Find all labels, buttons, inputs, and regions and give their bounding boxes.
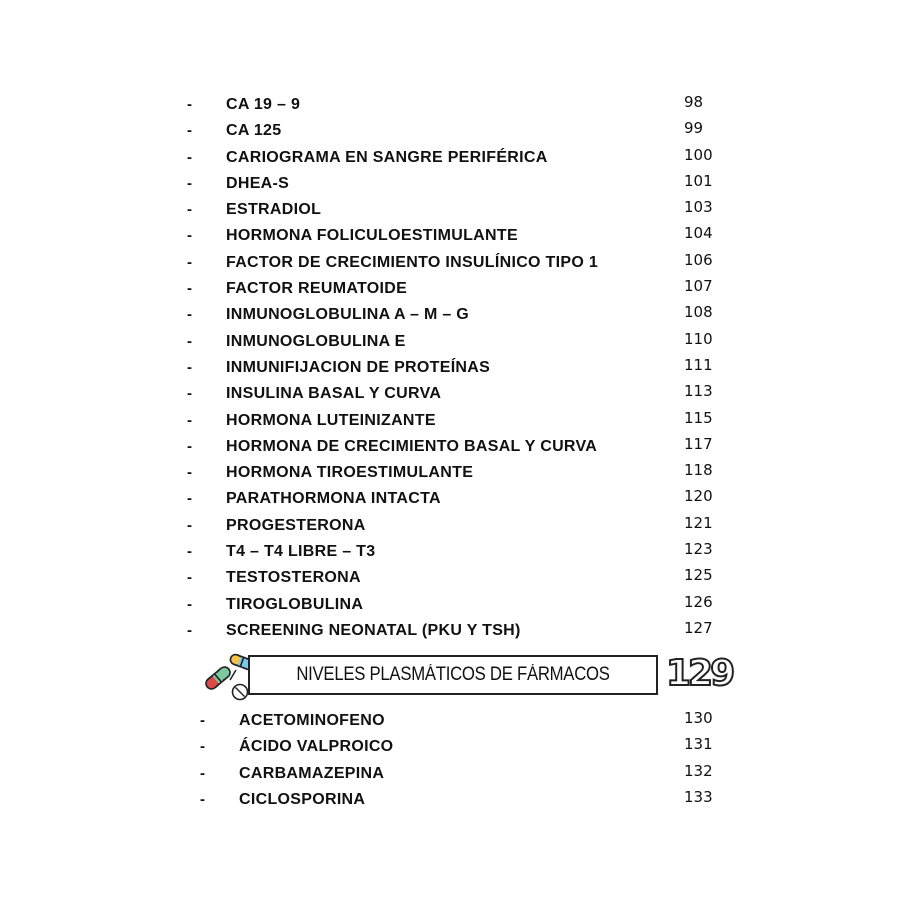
toc-entry-page: 107 xyxy=(684,277,713,296)
toc-entry-page: 120 xyxy=(684,487,713,506)
bullet-dash: - xyxy=(187,543,192,561)
toc-entry-page: 130 xyxy=(684,709,713,727)
toc-entry-label: ÁCIDO VALPROICO xyxy=(239,738,394,756)
toc-entry-label: PARATHORMONA INTACTA xyxy=(226,490,441,508)
bullet-dash: - xyxy=(200,738,205,756)
toc-entry-page: 127 xyxy=(684,618,713,637)
toc-entry-page: 118 xyxy=(684,461,713,480)
toc-entry-label: HORMONA DE CRECIMIENTO BASAL Y CURVA xyxy=(226,437,598,455)
toc-entry-label: ESTRADIOL xyxy=(226,201,322,219)
toc-entry-label: FACTOR DE CRECIMIENTO INSULÍNICO TIPO 1 xyxy=(226,253,599,271)
toc-entry xyxy=(0,762,900,788)
toc-entry-label: TESTOSTERONA xyxy=(226,569,361,587)
toc-entry-label: HORMONA FOLICULOESTIMULANTE xyxy=(226,227,518,245)
toc-entry-page: 125 xyxy=(684,566,713,585)
toc-entry xyxy=(0,251,900,277)
toc-entry-page: 99 xyxy=(684,119,704,138)
toc-entry-page: 104 xyxy=(684,224,713,243)
bullet-dash: - xyxy=(200,791,205,809)
toc-entry xyxy=(0,514,900,540)
toc-entry-page: 121 xyxy=(684,513,713,532)
toc-entry-label: INMUNIFIJACION DE PROTEÍNAS xyxy=(226,358,491,376)
bullet-dash: - xyxy=(187,358,192,376)
toc-entry-label: T4 – T4 LIBRE – T3 xyxy=(226,543,376,561)
toc-entry-label: CARBAMAZEPINA xyxy=(239,764,385,782)
section-title: NIVELES PLASMÁTICOS DE FÁRMACOS xyxy=(296,664,610,685)
bullet-dash: - xyxy=(187,411,192,429)
toc-entry-label: CARIOGRAMA EN SANGRE PERIFÉRICA xyxy=(226,148,548,166)
bullet-dash: - xyxy=(187,464,192,482)
toc-entry xyxy=(0,198,900,224)
toc-entry xyxy=(0,461,900,487)
toc-entry xyxy=(0,330,900,356)
toc-entry-label: INSULINA BASAL Y CURVA xyxy=(226,385,442,403)
section-page-number: 129 xyxy=(666,653,733,694)
toc-entry xyxy=(0,224,900,250)
toc-entry xyxy=(0,409,900,435)
toc-entry xyxy=(0,487,900,513)
toc-entry-page: 110 xyxy=(684,329,713,348)
bullet-dash: - xyxy=(187,621,192,639)
bullet-dash: - xyxy=(187,569,192,587)
toc-entry-page: 111 xyxy=(684,355,713,374)
toc-entry-label: HORMONA LUTEINIZANTE xyxy=(226,411,436,429)
toc-entry-label: DHEA-S xyxy=(226,174,290,192)
toc-entry xyxy=(0,435,900,461)
toc-entry-page: 101 xyxy=(684,171,713,190)
toc-entry-page: 106 xyxy=(684,250,713,269)
toc-list xyxy=(0,93,900,645)
toc-entry xyxy=(0,277,900,303)
toc-entry-label: INMUNOGLOBULINA A – M – G xyxy=(226,306,470,324)
toc-entry-page: 115 xyxy=(684,408,713,427)
toc-entry-page: 126 xyxy=(684,592,713,611)
toc-entry-page: 131 xyxy=(684,735,713,754)
bullet-dash: - xyxy=(187,201,192,219)
bullet-dash: - xyxy=(187,490,192,508)
toc-entry-label: CA 19 – 9 xyxy=(226,96,301,113)
toc-entry xyxy=(0,382,900,408)
toc-entry-label: FACTOR REUMATOIDE xyxy=(226,280,408,298)
bullet-dash: - xyxy=(187,148,192,166)
bullet-dash: - xyxy=(187,306,192,324)
toc-entry-label: TIROGLOBULINA xyxy=(226,595,364,613)
toc-entry xyxy=(0,735,900,761)
toc-entry-label: INMUNOGLOBULINA E xyxy=(226,332,406,350)
toc-entry xyxy=(0,146,900,172)
toc-entry xyxy=(0,93,900,119)
toc-entry-page: 98 xyxy=(684,93,704,111)
toc-entry-label: HORMONA TIROESTIMULANTE xyxy=(226,464,474,482)
toc-entry-page: 100 xyxy=(684,145,713,164)
toc-entry xyxy=(0,709,900,735)
toc-entry-label: ACETOMINOFENO xyxy=(239,712,385,729)
toc-entry xyxy=(0,540,900,566)
toc-entry-page: 113 xyxy=(684,382,713,401)
toc-entry xyxy=(0,593,900,619)
toc-entry-page: 117 xyxy=(684,434,713,453)
toc-entry-page: 133 xyxy=(684,788,713,807)
toc-entry-label: CA 125 xyxy=(226,122,282,140)
section-banner xyxy=(200,650,733,702)
bullet-dash: - xyxy=(187,332,192,350)
bullet-dash: - xyxy=(187,516,192,534)
bullet-dash: - xyxy=(187,122,192,140)
section-title-box xyxy=(248,655,658,695)
bullet-dash: - xyxy=(187,595,192,613)
bullet-dash: - xyxy=(187,227,192,245)
toc-entry-page: 132 xyxy=(684,761,713,780)
toc-entry xyxy=(0,172,900,198)
toc-entry-page: 108 xyxy=(684,303,713,322)
toc-entry-label: SCREENING NEONATAL (PKU Y TSH) xyxy=(226,621,521,639)
bullet-dash: - xyxy=(200,764,205,782)
toc-entry-page: 103 xyxy=(684,198,713,217)
toc-entry-label: CICLOSPORINA xyxy=(239,791,366,809)
section-toc-list xyxy=(0,709,900,815)
toc-entry xyxy=(0,356,900,382)
toc-entry xyxy=(0,788,900,814)
bullet-dash: - xyxy=(187,280,192,298)
toc-entry xyxy=(0,566,900,592)
toc-entry xyxy=(0,303,900,329)
bullet-dash: - xyxy=(200,712,205,729)
bullet-dash: - xyxy=(187,253,192,271)
bullet-dash: - xyxy=(187,174,192,192)
toc-entry xyxy=(0,119,900,145)
bullet-dash: - xyxy=(187,96,192,113)
bullet-dash: - xyxy=(187,437,192,455)
toc-entry-page: 123 xyxy=(684,540,713,559)
toc-entry-label: PROGESTERONA xyxy=(226,516,366,534)
bullet-dash: - xyxy=(187,385,192,403)
toc-entry xyxy=(0,619,900,645)
